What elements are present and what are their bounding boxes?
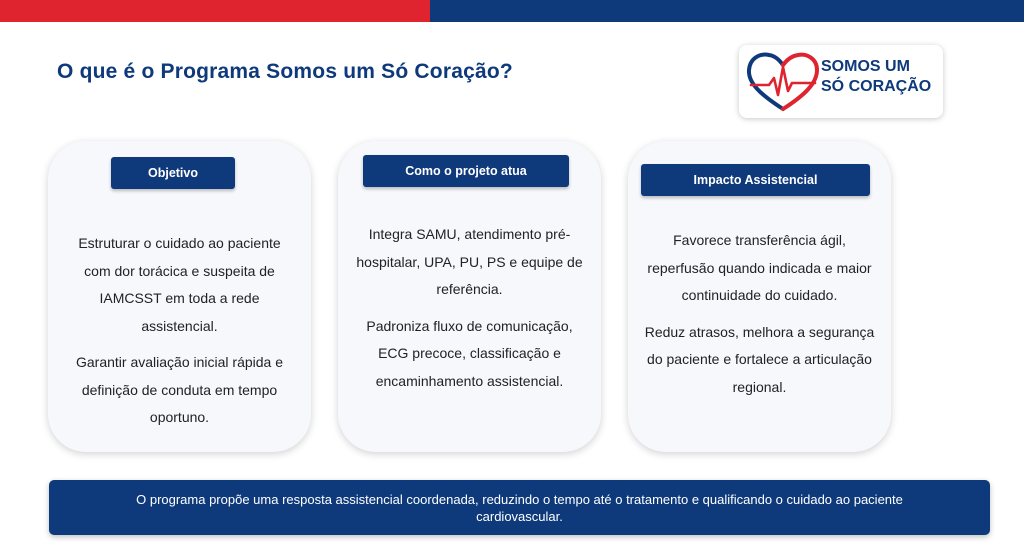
card-body [644,227,875,410]
summary-banner [49,480,990,535]
card-paragraph: Padroniza fluxo de comunicação, ECG precoce, classificação e encaminhamento assistencial. [366,317,573,389]
logo-wordmark [821,57,931,97]
card-body [64,230,295,441]
top-accent-bar-blue [430,0,1024,22]
card-body [354,221,585,404]
card-como-o-projeto-atua [338,141,601,452]
summary-text: O programa propõe uma resposta assistencial coordenada, reduzindo o tempo até o tratamento e qualificando o cuidado ao paciente cardiovascular. [136,491,903,524]
card-header: Objetivo [111,157,235,189]
card-paragraph: Reduz atrasos, melhora a segurança do paciente e fortalece a articulação regional. [644,323,875,395]
logo-line-2: SÓ CORAÇÃO [821,78,932,95]
card-impacto-assistencial [628,141,891,452]
card-paragraph: Garantir avaliação inicial rápida e definição de conduta em tempo oportuno. [76,354,283,425]
card-paragraph: Favorece transferência ágil, reperfusão quando indicada e maior continuidade do cuidado. [647,232,872,303]
card-paragraph: Estruturar o cuidado ao paciente com dor torácica e suspeita de IAMCSST em toda a rede assistencial. [78,235,281,334]
card-paragraph: Integra SAMU, atendimento pré-hospitalar, UPA, PU, PS e equipe de referência. [356,226,583,297]
program-logo [739,45,943,118]
card-header: Impacto Assistencial [641,164,870,196]
card-header: Como o projeto atua [363,155,569,187]
top-accent-bar-red [0,0,430,22]
logo-line-1: SOMOS UM [821,58,910,75]
heart-ecg-icon [745,51,821,113]
page-title: O que é o Programa Somos um Só Coração? [57,60,513,83]
card-objetivo [48,141,311,452]
